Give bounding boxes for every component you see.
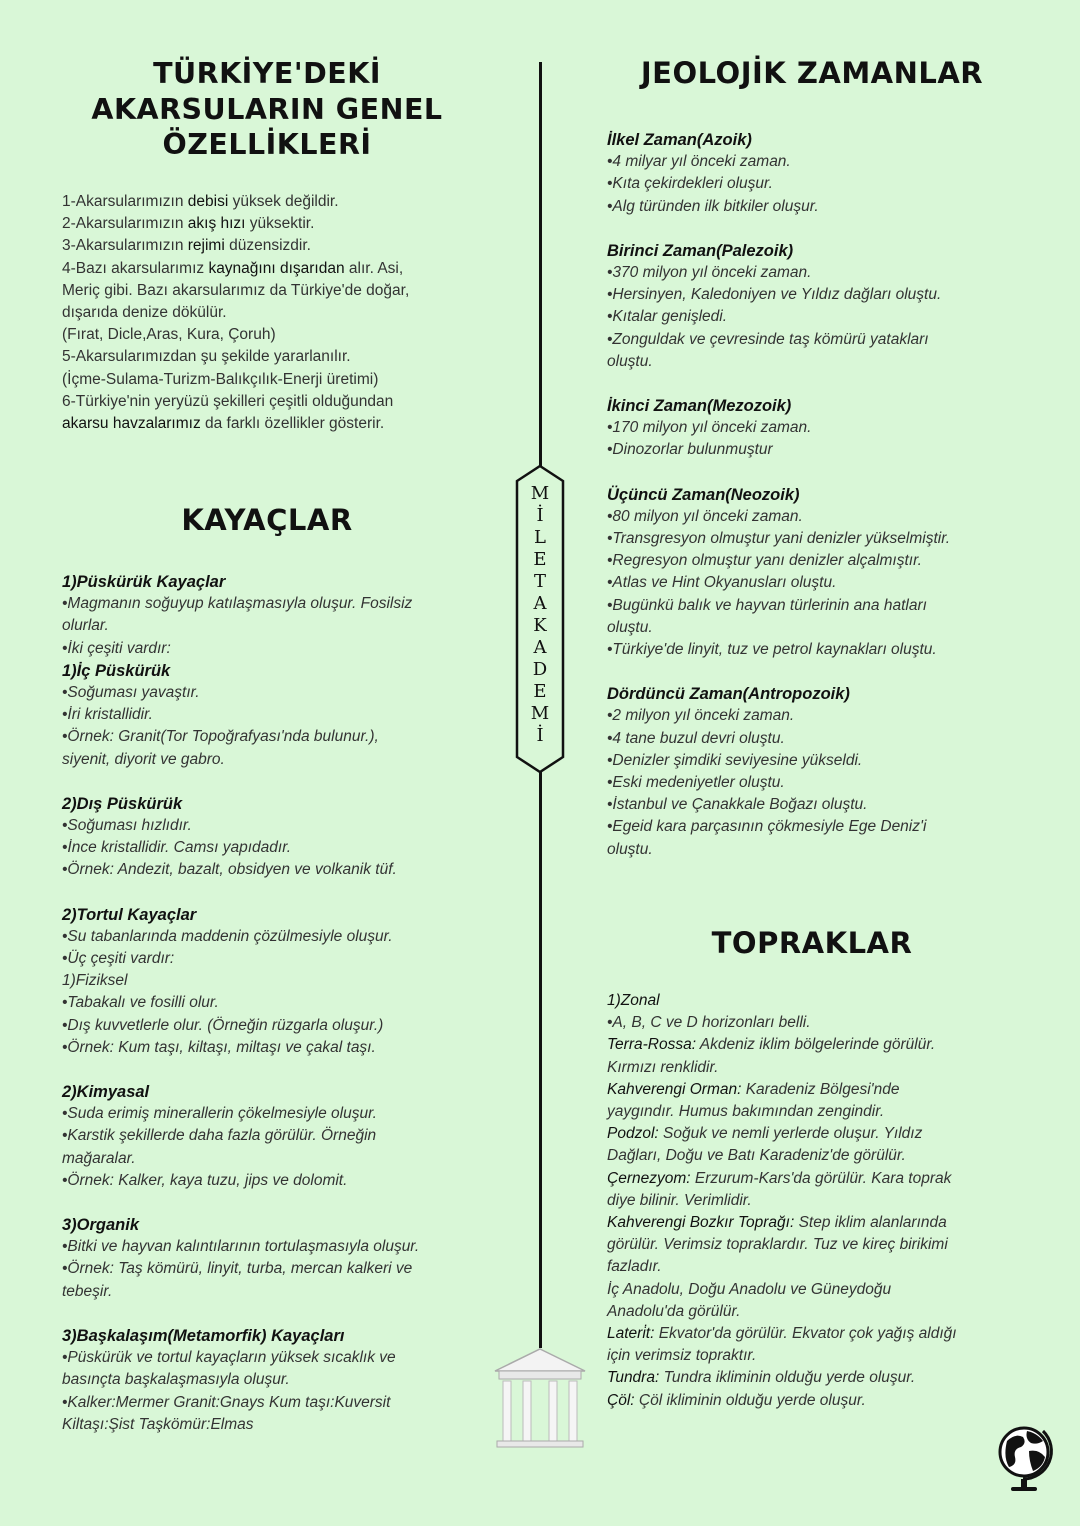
rock-line: mağaralar.: [62, 1149, 136, 1167]
soil-text: Akdeniz iklim bölgelerinde görülür.: [696, 1036, 936, 1054]
rivers-bold-text: debisi: [187, 193, 229, 210]
era-heading: Birinci Zaman(Palezoik): [607, 241, 794, 260]
rivers-title-line: AKARSULARIN GENEL: [91, 92, 443, 126]
rivers-text: 2-Akarsularımızın: [62, 215, 188, 233]
era-block: [607, 240, 1017, 373]
rivers-title-line: ÖZELLİKLERİ: [162, 128, 372, 161]
soil-line: [607, 1145, 1017, 1167]
rivers-line: [62, 258, 472, 280]
rock-block: [62, 1081, 472, 1192]
era-line: •Atlas ve Hint Okyanusları oluştu.: [607, 574, 837, 592]
rivers-list: [62, 191, 472, 435]
soil-line: [607, 1390, 1017, 1412]
era-block: [607, 129, 1017, 218]
soil-bold-text: Çöl:: [607, 1391, 635, 1409]
rock-line: •Suda erimiş minerallerin çökelmesiyle oluşur.: [62, 1105, 377, 1123]
soil-text: görülür. Verimsiz topraklardır. Tuz ve kireç birikimi: [607, 1236, 948, 1254]
rivers-text: da farklı özellikler gösterir.: [200, 415, 385, 433]
rock-line: •İnce kristallidir. Camsı yapıdadır.: [62, 839, 292, 857]
hex-letter: A: [533, 637, 547, 658]
soil-bold-text: Çernezyom:: [607, 1169, 691, 1187]
rivers-text: 5-Akarsularımızdan şu şekilde yararlanılır.: [62, 348, 351, 366]
rivers-line: [62, 391, 472, 413]
soil-text: İç Anadolu, Doğu Anadolu ve Güneydoğu: [607, 1280, 892, 1298]
rock-line: •Tabakalı ve fosilli olur.: [62, 994, 219, 1012]
geology-title: JEOLOJİK ZAMANLAR: [640, 56, 984, 90]
soil-line: [607, 1101, 1017, 1123]
soil-text: Step iklim alanlarında: [794, 1214, 947, 1232]
soil-line: [607, 1256, 1017, 1278]
era-line: •370 milyon yıl önceki zaman.: [607, 264, 812, 282]
era-heading: İkinci Zaman(Mezozoik): [607, 397, 792, 416]
rivers-bold-text: rejimi: [187, 237, 225, 255]
hex-letter: E: [533, 549, 547, 570]
era-line: •Alg türünden ilk bitkiler oluşur.: [607, 197, 819, 215]
era-line: oluştu.: [607, 840, 653, 858]
soil-line: [607, 1168, 1017, 1190]
rock-block: [62, 793, 472, 882]
rivers-title: [62, 56, 472, 163]
soil-bold-text: Tundra:: [607, 1369, 660, 1387]
soil-line: [607, 1034, 1017, 1056]
rivers-line: [62, 235, 472, 257]
era-heading: İlkel Zaman(Azoik): [607, 131, 752, 149]
rock-block: [62, 1325, 472, 1436]
hex-letter: T: [533, 571, 546, 592]
soil-line: [607, 1279, 1017, 1301]
soil-text: Çöl ikliminin olduğu yerde oluşur.: [634, 1391, 866, 1409]
soil-text: Karadeniz Bölgesi'nde: [741, 1080, 900, 1098]
rock-line: olurlar.: [62, 617, 109, 635]
soil-text: Kırmızı renklidir.: [607, 1058, 719, 1076]
rivers-text: 3-Akarsularımızın: [62, 237, 188, 255]
miletakademi-vertical-text: [528, 483, 552, 747]
soil-text: diye bilinir. Verimlidir.: [607, 1191, 752, 1209]
soil-text: Erzurum-Kars'da görülür. Kara toprak: [690, 1169, 952, 1187]
era-block: [607, 484, 1017, 662]
era-block: [607, 395, 1017, 462]
rock-line: •Karstik şekillerde daha fazla görülür. Örneğin: [62, 1127, 377, 1145]
soil-line: [607, 1012, 1017, 1034]
era-line: oluştu.: [607, 352, 653, 370]
hex-letter: E: [533, 681, 547, 702]
rivers-bold-text: kaynağını dışarıdan: [208, 259, 345, 277]
rock-line: •Bitki ve hayvan kalıntılarının tortulaşmasıyla oluşur.: [62, 1238, 420, 1256]
rock-heading: 3)Başkalaşım(Metamorfik) Kayaçları: [62, 1326, 345, 1345]
soil-text: Dağları, Doğu ve Batı Karadeniz'de görülür.: [607, 1147, 906, 1165]
soil-text: •A, B, C ve D horizonları belli.: [607, 1014, 811, 1032]
rock-line: 1)Fiziksel: [62, 972, 128, 990]
hex-letter: K: [533, 615, 547, 636]
rock-line: basınçta başkalaşmasıyla oluşur.: [62, 1371, 290, 1389]
soils-title: TOPRAKLAR: [711, 926, 913, 960]
rivers-text: 6-Türkiye'nin yeryüzü şekilleri çeşitli olduğundan: [62, 392, 394, 410]
hex-letter: M: [530, 483, 550, 504]
rock-heading: 3)Organik: [62, 1216, 140, 1235]
rock-line: siyenit, diyorit ve gabro.: [62, 750, 225, 768]
divider-line-bottom: [539, 772, 542, 1348]
rivers-text: (İçme-Sulama-Turizm-Balıkçılık-Enerji üretimi): [62, 370, 379, 388]
rocks-title: KAYAÇLAR: [181, 503, 353, 537]
soil-line: [607, 1079, 1017, 1101]
rock-line: •Örnek: Kum taşı, kiltaşı, miltaşı ve çakal taşı.: [62, 1038, 376, 1056]
rivers-text: dışarıda denize dökülür.: [62, 304, 227, 322]
rivers-text: düzensizdir.: [224, 237, 311, 255]
rivers-text: 4-Bazı akarsularımız: [62, 259, 209, 277]
rock-heading: 1)İç Püskürük: [62, 661, 171, 680]
hex-letter: L: [534, 527, 546, 548]
rocks-list: [62, 571, 472, 1436]
soil-text: Soğuk ve nemli yerlerde oluşur. Yıldız: [658, 1125, 923, 1143]
divider-line-top: [539, 62, 542, 467]
soil-bold-text: Terra-Rossa:: [607, 1036, 697, 1054]
era-line: •Zonguldak ve çevresinde taş kömürü yatakları: [607, 330, 929, 348]
era-line: •2 milyon yıl önceki zaman.: [607, 707, 795, 725]
rock-line: •Örnek: Granit(Tor Topoğrafyası'nda bulunur.),: [62, 728, 379, 746]
soil-text: için verimsiz topraktır.: [607, 1347, 757, 1365]
hex-letter: A: [533, 593, 547, 614]
rivers-line: [62, 191, 472, 213]
rock-line: •Dış kuvvetlerle olur. (Örneğin rüzgarla oluşur.): [62, 1016, 384, 1034]
era-line: •Bugünkü balık ve hayvan türlerinin ana hatları: [607, 596, 927, 614]
globe-icon: [995, 1421, 1057, 1495]
rivers-line: [62, 369, 472, 391]
rivers-line: [62, 302, 472, 324]
era-block: [607, 683, 1017, 861]
rock-line: Kiltaşı:Şist Taşkömür:Elmas: [62, 1415, 254, 1433]
soil-bold-text: Kahverengi Orman:: [607, 1080, 742, 1098]
soils-list: [607, 990, 1017, 1412]
era-line: •Egeid kara parçasının çökmesiyle Ege Deniz'i: [607, 818, 927, 836]
rock-heading: 2)Tortul Kayaçlar: [62, 905, 197, 924]
soil-line: [607, 1190, 1017, 1212]
era-line: •İstanbul ve Çanakkale Boğazı oluştu.: [607, 796, 868, 814]
soil-line: [607, 1345, 1017, 1367]
rivers-line: [62, 213, 472, 235]
rock-line: •Örnek: Taş kömürü, linyit, turba, mercan kalkeri ve: [62, 1260, 413, 1278]
rock-line: •Kalker:Mermer Granit:Gnays Kum taşı:Kuversit: [62, 1393, 391, 1411]
era-heading: Dördüncü Zaman(Antropozoik): [607, 685, 850, 704]
rivers-text: alır. Asi,: [344, 259, 404, 277]
rock-line: •Soğuması hızlıdır.: [62, 817, 192, 835]
soil-text: Ekvator'da görülür. Ekvator çok yağış aldığı: [654, 1325, 957, 1343]
rock-line: •Örnek: Andezit, bazalt, obsidyen ve volkanik tüf.: [62, 861, 397, 879]
soil-bold-text: Lateri̇t:: [607, 1325, 655, 1343]
era-line: •4 milyar yıl önceki zaman.: [607, 153, 791, 171]
era-line: •80 milyon yıl önceki zaman.: [607, 507, 803, 525]
rivers-line: [62, 346, 472, 368]
era-line: •Türkiye'de linyit, tuz ve petrol kaynakları oluştu.: [607, 641, 937, 659]
rock-line: •İki çeşiti vardır:: [62, 639, 171, 657]
rock-line: •İri kristallidir.: [62, 706, 153, 724]
rivers-title-line: TÜRKİYE'DEKİ: [153, 57, 381, 90]
rock-line: •Magmanın soğuyup katılaşmasıyla oluşur. Fosilsiz: [62, 595, 413, 613]
hex-letter: D: [532, 659, 548, 680]
era-line: •Hersinyen, Kaledoniyen ve Yıldız dağları oluştu.: [607, 286, 942, 304]
soil-text: yaygındır. Humus bakımından zengindir.: [607, 1103, 885, 1121]
rivers-bold-text: akış hızı: [187, 215, 246, 233]
rock-line: •Su tabanlarında maddenin çözülmesiyle oluşur.: [62, 927, 393, 945]
era-heading: Üçüncü Zaman(Neozoik): [607, 485, 800, 504]
rock-heading: 2)Dış Püskürük: [62, 794, 183, 813]
rock-line: tebeşir.: [62, 1282, 113, 1300]
hex-letter: M: [530, 703, 550, 724]
hex-letter: İ: [536, 505, 544, 526]
rock-line: •Püskürük ve tortul kayaçların yüksek sıcaklık ve: [62, 1349, 396, 1367]
era-line: •Dinozorlar bulunmuştur: [607, 441, 773, 459]
soil-bold-text: Kahverengi Bozkır Toprağı:: [607, 1214, 795, 1232]
rivers-line: [62, 413, 472, 435]
soil-line: [607, 1367, 1017, 1389]
era-line: •170 milyon yıl önceki zaman.: [607, 419, 812, 437]
rivers-text: Meriç gibi. Bazı akarsularımız da Türkiye'de doğar,: [62, 281, 410, 299]
era-line: oluştu.: [607, 618, 653, 636]
soil-text: Tundra ikliminin olduğu yerde oluşur.: [659, 1369, 916, 1387]
era-line: •Denizler şimdiki seviyesine yükseldi.: [607, 751, 863, 769]
rivers-text: yüksektir.: [245, 215, 315, 233]
soil-line: [607, 1234, 1017, 1256]
soil-line: [607, 1301, 1017, 1323]
soil-text: fazladır.: [607, 1258, 662, 1276]
rock-heading: 1)Püskürük Kayaçlar: [62, 573, 226, 591]
rivers-line: [62, 324, 472, 346]
era-line: •4 tane buzul devri oluştu.: [607, 729, 785, 747]
rock-line: •Üç çeşiti vardır:: [62, 950, 175, 968]
soil-line: [607, 1212, 1017, 1234]
rivers-line: [62, 280, 472, 302]
rivers-text: yüksek değildir.: [228, 193, 339, 210]
soil-line: [607, 1323, 1017, 1345]
soil-line: [607, 990, 1017, 1012]
rock-block: [62, 660, 472, 771]
rivers-text: 1-Akarsularımızın: [62, 193, 188, 210]
rivers-bold-text: akarsu havzalarımız: [62, 415, 201, 433]
soil-line: [607, 1057, 1017, 1079]
era-line: •Transgresyon olmuştur yani denizler yükselmiştir.: [607, 530, 951, 548]
rock-line: •Soğuması yavaştır.: [62, 684, 200, 702]
soil-line: [607, 1123, 1017, 1145]
soil-bold-text: 1)Zonal: [607, 992, 660, 1009]
rock-heading: 2)Kimyasal: [62, 1083, 150, 1102]
hex-letter: İ: [536, 725, 544, 746]
era-line: •Kıtalar genişledi.: [607, 308, 728, 326]
era-line: •Eski medeniyetler oluştu.: [607, 774, 785, 792]
eras-list: [607, 129, 1017, 861]
rock-block: [62, 1214, 472, 1303]
era-line: •Kıta çekirdekleri oluşur.: [607, 175, 773, 193]
rivers-text: (Fırat, Dicle,Aras, Kura, Çoruh): [62, 326, 276, 344]
era-line: •Regresyon olmuştur yanı denizler alçalmıştır.: [607, 552, 922, 570]
rock-line: •Örnek: Kalker, kaya tuzu, jips ve dolomit.: [62, 1171, 348, 1189]
soil-bold-text: Podzol:: [607, 1125, 659, 1143]
rock-block: [62, 904, 472, 1059]
soil-text: Anadolu'da görülür.: [607, 1302, 741, 1320]
rock-block: [62, 571, 472, 660]
temple-icon: [491, 1345, 589, 1449]
